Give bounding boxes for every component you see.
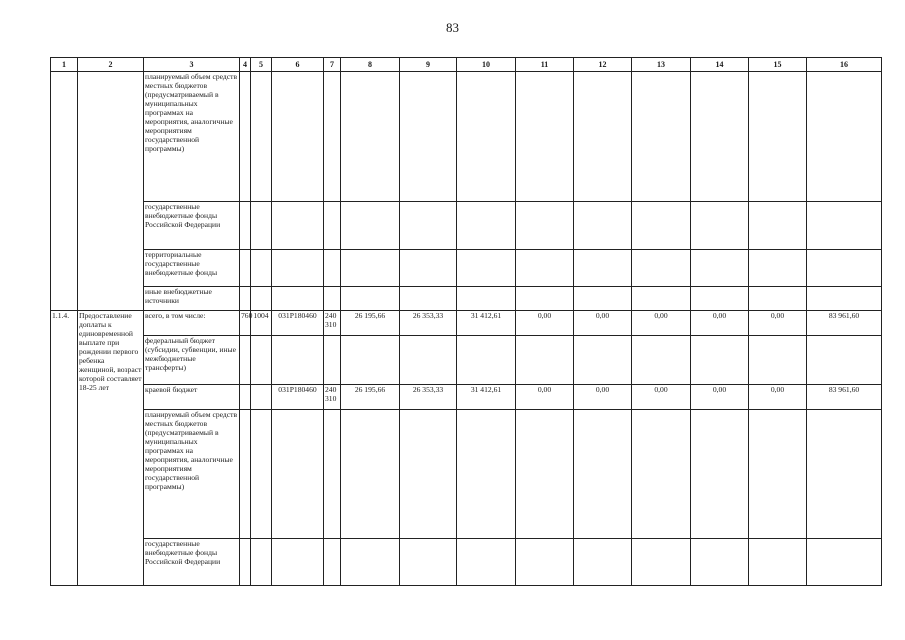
cell — [516, 250, 574, 287]
source-label: краевой бюджет — [144, 385, 240, 410]
col-header: 10 — [457, 58, 516, 72]
cell — [251, 336, 272, 385]
cell — [272, 250, 324, 287]
cell — [691, 410, 749, 539]
cell — [400, 539, 457, 586]
source-label: планируемый объем средств местных бюджетов (предусматриваемый в муниципальных программах на мероприятия, аналогичные мероприятиям государственной программы) — [144, 410, 240, 539]
cell — [341, 202, 400, 250]
cell — [251, 385, 272, 410]
cell-c15: 0,00 — [749, 385, 807, 410]
source-label: планируемый объем средств местных бюджетов (предусматриваемый в муниципальных программах на мероприятия, аналогичные мероприятиям государственной программы) — [144, 72, 240, 202]
cell — [457, 250, 516, 287]
cell — [691, 72, 749, 202]
cell — [632, 202, 691, 250]
cell — [457, 539, 516, 586]
cell — [574, 336, 632, 385]
cell — [251, 287, 272, 311]
table-row — [51, 250, 882, 287]
cell — [691, 250, 749, 287]
cell — [272, 202, 324, 250]
cell-c16: 83 961,60 — [807, 311, 882, 336]
page-number: 83 — [446, 20, 459, 35]
cell — [691, 202, 749, 250]
cell — [341, 410, 400, 539]
cell — [516, 72, 574, 202]
cell — [400, 410, 457, 539]
source-label: государственные внебюджетные фонды Российской Федерации — [144, 539, 240, 586]
cell — [516, 202, 574, 250]
cell — [251, 72, 272, 202]
cell — [240, 250, 251, 287]
budget-table — [50, 57, 882, 586]
source-label: федеральный бюджет (субсидии, субвенции, иные межбюджетные трансферты) — [144, 336, 240, 385]
cell — [632, 72, 691, 202]
source-label: территориальные государственные внебюджетные фонды — [144, 250, 240, 287]
cell — [251, 539, 272, 586]
table-row — [51, 72, 882, 202]
cell-c12: 0,00 — [574, 311, 632, 336]
cell — [272, 539, 324, 586]
cell — [251, 410, 272, 539]
cell-c4: 760 — [240, 311, 251, 336]
cell-c12: 0,00 — [574, 385, 632, 410]
item-code: 1.1.4. — [51, 311, 78, 586]
source-label: иные внебюджетные источники — [144, 287, 240, 311]
col-header: 9 — [400, 58, 457, 72]
cell — [691, 287, 749, 311]
cell — [574, 410, 632, 539]
cell-c11: 0,00 — [516, 311, 574, 336]
table-row — [51, 336, 882, 385]
cell-c7: 240 310 — [324, 311, 341, 336]
cell-c6: 031P180460 — [272, 385, 324, 410]
cell — [749, 336, 807, 385]
cell — [341, 250, 400, 287]
cell — [324, 287, 341, 311]
cell-c13: 0,00 — [632, 385, 691, 410]
cell — [341, 287, 400, 311]
cell-c10: 31 412,61 — [457, 385, 516, 410]
column-number-row — [51, 58, 882, 72]
cell — [341, 336, 400, 385]
cell — [574, 72, 632, 202]
cell — [574, 250, 632, 287]
cell — [272, 410, 324, 539]
cell-c5: 1004 — [251, 311, 272, 336]
cell — [807, 250, 882, 287]
cell — [632, 410, 691, 539]
cell — [400, 202, 457, 250]
cell-c16: 83 961,60 — [807, 385, 882, 410]
cell-c8: 26 195,66 — [341, 311, 400, 336]
col-header: 16 — [807, 58, 882, 72]
source-label: государственные внебюджетные фонды Российской Федерации — [144, 202, 240, 250]
cell — [457, 410, 516, 539]
cell — [251, 202, 272, 250]
cell — [400, 72, 457, 202]
cell-c9: 26 353,33 — [400, 311, 457, 336]
col-header: 1 — [51, 58, 78, 72]
cell — [516, 287, 574, 311]
cell — [324, 72, 341, 202]
col-header: 5 — [251, 58, 272, 72]
col-header: 3 — [144, 58, 240, 72]
cell — [807, 410, 882, 539]
col-header: 4 — [240, 58, 251, 72]
cell — [240, 539, 251, 586]
col-header: 7 — [324, 58, 341, 72]
cell-c6: 031P180460 — [272, 311, 324, 336]
col-header: 2 — [78, 58, 144, 72]
table-row — [51, 539, 882, 586]
cell — [240, 72, 251, 202]
cell — [807, 287, 882, 311]
cell-c11: 0,00 — [516, 385, 574, 410]
cell — [457, 202, 516, 250]
cell — [574, 287, 632, 311]
cell — [240, 385, 251, 410]
cell — [749, 539, 807, 586]
cell — [457, 72, 516, 202]
table-row-regional — [51, 385, 882, 410]
cell — [400, 287, 457, 311]
cell-c8: 26 195,66 — [341, 385, 400, 410]
cell — [272, 287, 324, 311]
cell — [78, 72, 144, 311]
cell — [51, 72, 78, 311]
cell — [574, 202, 632, 250]
col-header: 6 — [272, 58, 324, 72]
col-header: 12 — [574, 58, 632, 72]
cell — [516, 539, 574, 586]
cell — [807, 72, 882, 202]
cell — [341, 72, 400, 202]
col-header: 8 — [341, 58, 400, 72]
table-row — [51, 202, 882, 250]
cell — [807, 202, 882, 250]
cell — [516, 410, 574, 539]
cell — [400, 250, 457, 287]
cell-c13: 0,00 — [632, 311, 691, 336]
cell — [324, 202, 341, 250]
cell — [341, 539, 400, 586]
cell — [240, 202, 251, 250]
col-header: 14 — [691, 58, 749, 72]
cell — [807, 336, 882, 385]
item-name: Предоставление доплаты к единовременной выплате при рождении первого ребенка женщиной, возраст которой составляет 18-25 лет — [78, 311, 144, 586]
table-row — [51, 287, 882, 311]
cell-c7: 240 310 — [324, 385, 341, 410]
col-header: 15 — [749, 58, 807, 72]
cell — [632, 336, 691, 385]
table-row — [51, 410, 882, 539]
cell — [324, 539, 341, 586]
cell — [632, 539, 691, 586]
cell-c9: 26 353,33 — [400, 385, 457, 410]
cell — [749, 287, 807, 311]
cell — [324, 410, 341, 539]
cell — [632, 250, 691, 287]
cell — [749, 410, 807, 539]
cell-c14: 0,00 — [691, 311, 749, 336]
cell — [324, 250, 341, 287]
cell — [749, 72, 807, 202]
cell-c10: 31 412,61 — [457, 311, 516, 336]
source-label: всего, в том числе: — [144, 311, 240, 336]
table-row-total — [51, 311, 882, 336]
cell — [272, 336, 324, 385]
cell — [691, 336, 749, 385]
cell — [400, 336, 457, 385]
cell — [516, 336, 574, 385]
cell — [240, 410, 251, 539]
cell — [251, 250, 272, 287]
cell — [749, 202, 807, 250]
cell — [457, 287, 516, 311]
cell-c15: 0,00 — [749, 311, 807, 336]
cell — [691, 539, 749, 586]
cell — [272, 72, 324, 202]
cell — [749, 250, 807, 287]
cell — [807, 539, 882, 586]
cell — [240, 287, 251, 311]
cell-c14: 0,00 — [691, 385, 749, 410]
cell — [240, 336, 251, 385]
col-header: 11 — [516, 58, 574, 72]
col-header: 13 — [632, 58, 691, 72]
cell — [632, 287, 691, 311]
cell — [457, 336, 516, 385]
cell — [324, 336, 341, 385]
cell — [574, 539, 632, 586]
